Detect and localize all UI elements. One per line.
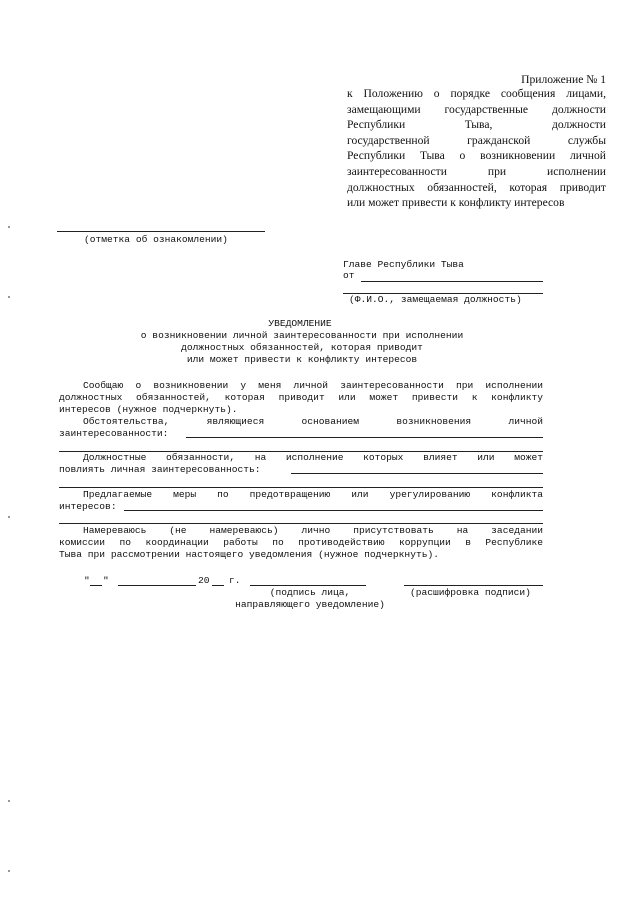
paragraph-line: интересов (нужное подчеркнуть). xyxy=(59,404,238,415)
duties-field-line xyxy=(291,473,543,474)
appendix-line: заинтересованности при исполнении xyxy=(347,164,606,178)
appendix-line: Республики Тыва, должности xyxy=(347,118,606,132)
margin-dot xyxy=(8,226,10,228)
date-quote-close: " xyxy=(103,575,109,586)
acknowledgement-line xyxy=(57,231,265,232)
margin-dot xyxy=(8,296,10,298)
signature-caption-line: направляющего уведомление) xyxy=(235,599,385,610)
date-day-line xyxy=(90,585,102,586)
signature-line xyxy=(250,585,366,586)
circumstances-field-line xyxy=(186,437,543,438)
notice-title: УВЕДОМЛЕНИЕ xyxy=(268,318,332,329)
paragraph-line: Предлагаемые меры по предотвращению или урегулированию конфликта xyxy=(83,489,543,500)
date-year-line xyxy=(212,585,224,586)
addressee-from-label: от xyxy=(343,270,355,281)
paragraph-line: заинтересованности: xyxy=(59,428,169,439)
duties-field-line-2 xyxy=(59,487,543,488)
signature-caption-line: (подпись лица, xyxy=(269,587,351,598)
notice-subtitle xyxy=(60,330,544,366)
notice-subtitle-line: о возникновении личной заинтересованности при исполнении xyxy=(140,330,464,341)
appendix-line: государственной гражданской службы xyxy=(347,133,606,147)
paragraph-line: повлиять личная заинтересованность: xyxy=(59,464,261,475)
margin-dot xyxy=(8,516,10,518)
appendix-text xyxy=(347,86,606,211)
paragraph-line: Тыва при рассмотрении настоящего уведомления (нужное подчеркнуть). xyxy=(59,549,439,560)
appendix-line: замещающими государственные должности xyxy=(347,102,606,116)
measures-field-line xyxy=(124,510,543,511)
notice-subtitle-line: должностных обязанностей, которая приводит xyxy=(181,342,423,353)
margin-dot xyxy=(8,870,10,872)
paragraph-line: интересов: xyxy=(59,501,117,512)
addressee-to: Главе Республики Тыва xyxy=(343,259,464,270)
appendix-line: или может привести к конфликту интересов xyxy=(347,196,565,210)
acknowledgement-caption: (отметка об ознакомлении) xyxy=(84,234,228,245)
addressee-name-line xyxy=(361,281,543,282)
appendix-title: Приложение № 1 xyxy=(521,73,606,86)
notice-subtitle-line: или может привести к конфликту интересов xyxy=(186,354,418,365)
paragraph-line: комиссии по координации работы по противодействию коррупции в Республике xyxy=(59,537,543,548)
paragraph-line: Намереваюсь (не намереваюсь) лично присутствовать на заседании xyxy=(83,525,543,536)
appendix-line: должностных обязанностей, которая приводит xyxy=(347,180,606,194)
paragraph-line: Обстоятельства, являющиеся основанием возникновения личной xyxy=(83,416,543,427)
paragraph-line: должностных обязанностей, которая приводит или может привести к конфликту xyxy=(59,392,543,403)
appendix-line: Республики Тыва о возникновении личной xyxy=(347,149,606,163)
addressee-caption: (Ф.И.О., замещаемая должность) xyxy=(349,294,522,305)
decode-caption: (расшифровка подписи) xyxy=(410,587,531,598)
margin-dot xyxy=(8,800,10,802)
paragraph-report xyxy=(59,380,543,416)
paragraph-intention xyxy=(59,525,543,561)
signature-caption xyxy=(215,587,405,611)
appendix-line: к Положению о порядке сообщения лицами, xyxy=(347,87,606,100)
signature-decode-line xyxy=(404,585,543,586)
date-quote-open: " xyxy=(84,575,90,586)
date-year-prefix: 20 xyxy=(198,575,210,586)
paragraph-line: Сообщаю о возникновении у меня личной заинтересованности при исполнении xyxy=(83,380,543,391)
date-month-line xyxy=(118,585,196,586)
measures-field-line-2 xyxy=(59,523,543,524)
paragraph-line: Должностные обязанности, на исполнение которых влияет или может xyxy=(83,452,543,463)
date-year-suffix: г. xyxy=(229,575,241,586)
